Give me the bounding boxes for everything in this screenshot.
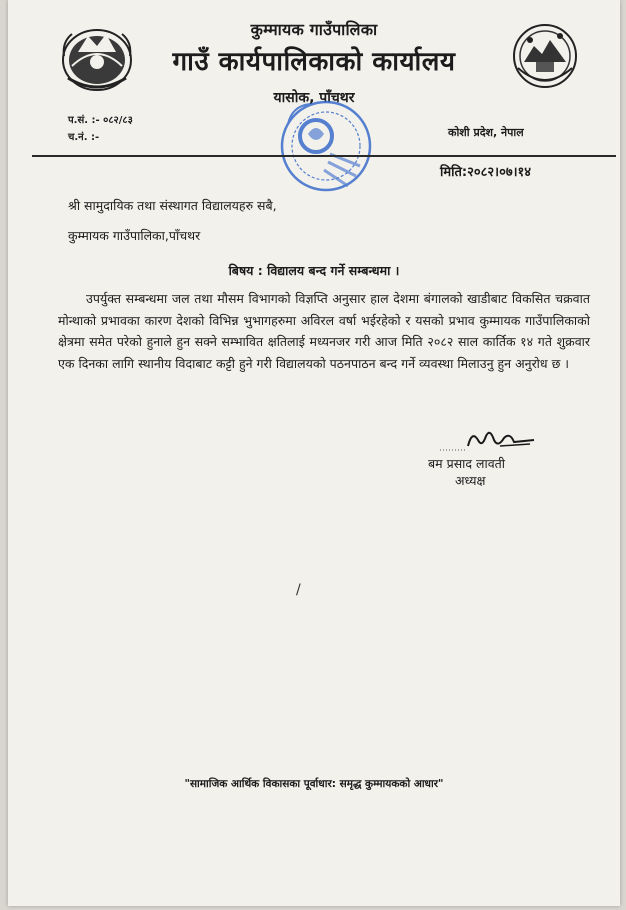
province-label: कोशी प्रदेश, नेपाल: [448, 126, 524, 139]
stray-mark: /: [296, 582, 301, 598]
letter-body-text: उपर्युक्त सम्बन्धमा जल तथा मौसम विभागको विज्ञप्ति अनुसार हाल देशमा बंगालको खाडीबाट विकसित चक्रवात मोन्थाको प्रभावका कारण देशको विभिन्न भुभागहरुमा अविरल वर्षा भईरहेको र यसको प्रभाव कुम्मायक गाउँपालिकाको क्षेत्रमा समेत परेको हुनाले हुन सक्ने सम्भावित क्षतिलाई मध्यनजर गरी आज मिति २०८२ साल कार्तिक १४ गते शुक्रवार एक दिनका लागि स्थानीय विदाबाट कट्टी हुने गरी विद्यालयको पठनपाठन बन्द गर्ने व्यवस्था मिलाउनु हुन अनुरोध छ ।: [58, 291, 590, 371]
recipient-location: कुम्मायक गाउँपालिका,पाँचथर: [68, 228, 201, 243]
recipient-line: श्री सामुदायिक तथा संस्थागत विद्यालयहरु सबै,: [68, 198, 277, 213]
dispatch-number: च.नं. :-: [68, 132, 100, 143]
header-divider: [32, 155, 616, 157]
letter-subject: बिषय : विद्यालय बन्द गर्ने सम्बन्धमा ।: [228, 263, 400, 278]
office-name: गाउँ कार्यपालिकाको कार्यालय: [172, 47, 456, 77]
municipality-name: कुम्मायक गाउँपालिका: [250, 20, 378, 39]
reference-number: प.सं. :- ०८२/८३: [68, 115, 133, 126]
signatory-name: बम प्रसाद लावती: [428, 456, 506, 471]
letter-page: [8, 0, 620, 906]
letter-date: मिति:२०८२।०७।१४: [440, 165, 532, 180]
office-location: यासोक, पाँचथर: [273, 90, 355, 106]
letter-body: [58, 288, 590, 374]
signatory-title: अध्यक्ष: [455, 473, 486, 488]
official-seal-stamp: [270, 94, 382, 198]
handwritten-signature: [438, 426, 548, 454]
footer-motto: "सामाजिक आर्थिक विकासका पूर्वाधार: समृद्ध कुम्मायकको आधार": [184, 778, 444, 790]
